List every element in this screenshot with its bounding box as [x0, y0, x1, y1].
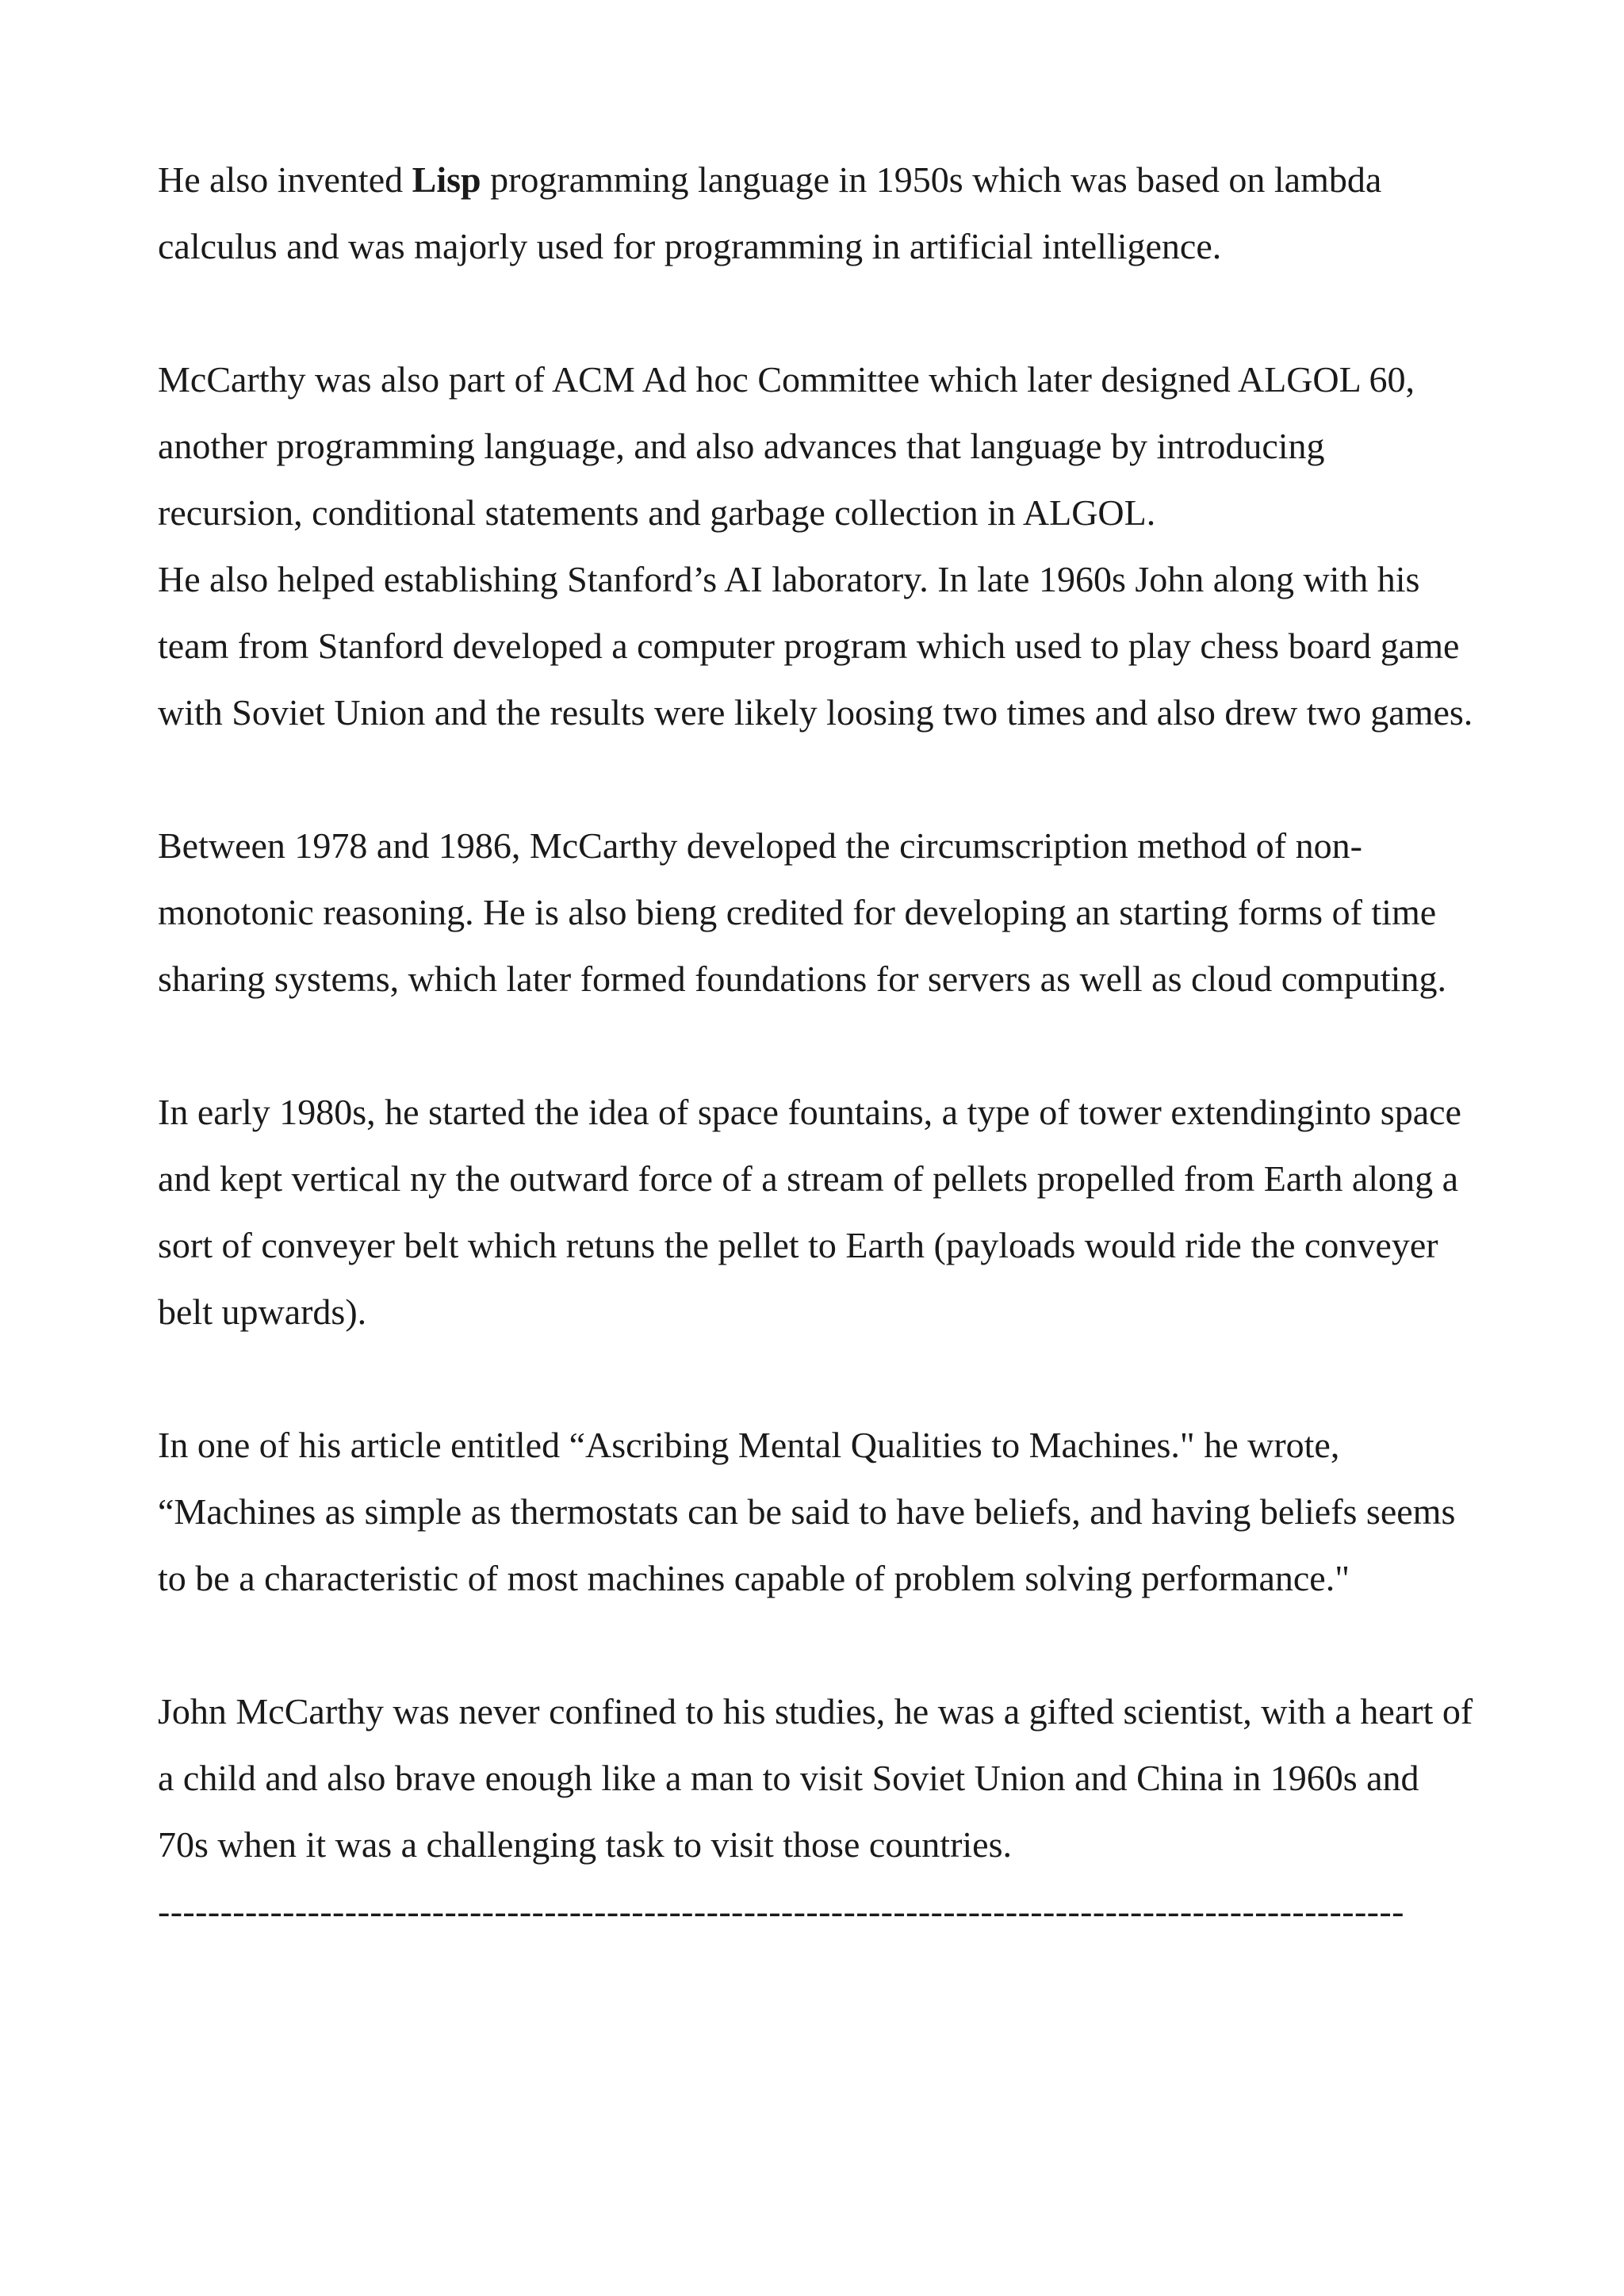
paragraph-personal: John McCarthy was never confined to his studies, he was a gifted scientist, with a heart of a child and also brave enough like a man to visit Soviet Union and China in 1960s and 70s when it was a challenging task to visit those countries. [158, 1691, 1473, 1865]
paragraph-circumscription: Between 1978 and 1986, McCarthy developed the circumscription method of non-monotonic reasoning. He is also bieng credited for developing an starting forms of time sharing systems, which later formed foundations for servers as well as cloud computing. [158, 825, 1446, 999]
paragraph-space-fountains: In early 1980s, he started the idea of space fountains, a type of tower extendinginto space and kept vertical ny the outward force of a stream of pellets propelled from Earth along a sort of conveyer belt which retuns the pellet to Earth (payloads would ride the conveyer belt upwards). [158, 1092, 1461, 1332]
separator-line: ---------------------------------------------------------------------------------------------------- [158, 1891, 1404, 1931]
paragraph-stanford: He also helped establishing Stanford’s AI laboratory. In late 1960s John along with his team from Stanford developed a computer program which used to play chess board game with Soviet Union and the results were likely loosing two times and also drew two games. [158, 559, 1473, 733]
paragraph-mental-qualities: In one of his article entitled “Ascribing Mental Qualities to Machines." he wrote, “Machines as simple as thermostats can be said to have beliefs, and having beliefs seems to be a characteristic of most machines capable of problem solving performance." [158, 1425, 1456, 1598]
paragraph-lisp-intro: He also invented [158, 159, 412, 200]
document-body [158, 147, 1474, 1945]
paragraph-lisp-rest: programming language in 1950s which was based on lambda calculus and was majorly used for programming in artificial intelligence. [158, 159, 1382, 266]
paragraph-lisp [158, 147, 1474, 280]
lisp-term: Lisp [412, 159, 481, 200]
paragraph-algol: McCarthy was also part of ACM Ad hoc Committee which later designed ALGOL 60, another programming language, and also advances that language by introducing recursion, conditional statements and garbage collection in ALGOL. [158, 359, 1415, 533]
